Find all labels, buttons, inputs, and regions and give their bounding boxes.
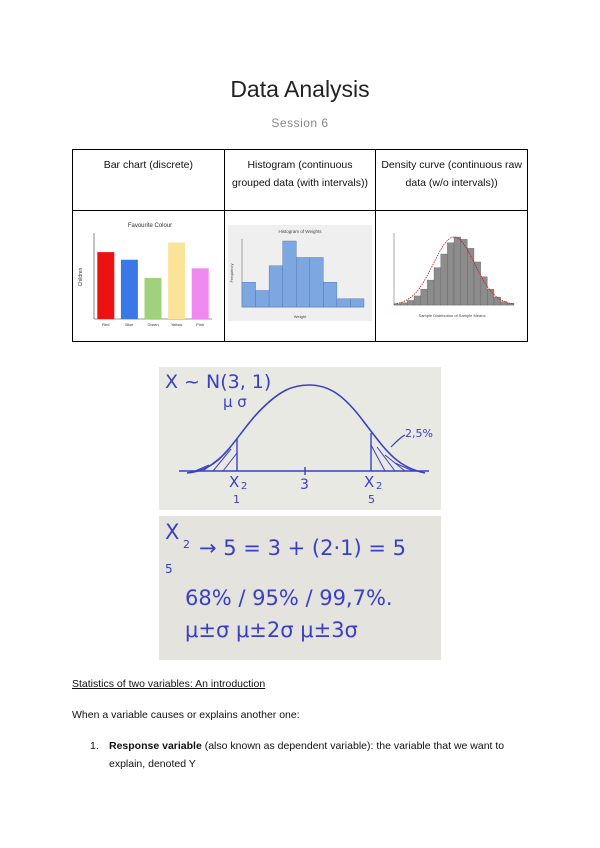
density-bar (414, 296, 421, 305)
bar (168, 243, 185, 319)
section-intro: When a variable causes or explains another one: (72, 709, 300, 721)
right-x-label: X (364, 473, 375, 491)
density-chart (380, 225, 524, 321)
percent-pointer (391, 435, 405, 447)
bar-chart-title: Favourite Colour (128, 223, 173, 229)
chart-types-table (72, 149, 528, 342)
header-histogram: Histogram (continuous grouped data (with intervals)) (224, 150, 376, 211)
hist-bar (283, 241, 297, 307)
page-title: Data Analysis (230, 76, 370, 102)
mean-label: 3 (300, 477, 309, 493)
list-item-term: Response variable (109, 740, 202, 752)
hist-bar (337, 299, 351, 307)
section-title: Statistics of two variables: An introduction (72, 678, 266, 690)
header-bar-chart: Bar chart (discrete) (73, 150, 225, 211)
table-header-row (73, 150, 528, 211)
density-bar (420, 289, 427, 305)
right-x-subscript: 5 (368, 493, 375, 506)
x-superscript: 2 (183, 538, 190, 551)
bar (98, 252, 115, 319)
list-item-definition: (also known as dependent variable): the variable that we want to explain, denoted Y (109, 740, 505, 770)
density-bar (427, 280, 434, 305)
density-xlabel: Sample Distribution of Sample Means (418, 313, 486, 318)
histogram-chart (228, 225, 372, 321)
page-subtitle: Session 6 (271, 116, 329, 130)
density-cell (376, 211, 528, 342)
histogram-xlabel: Weight (293, 314, 307, 319)
hist-bar (350, 299, 364, 307)
bar-chart-cell (73, 211, 225, 342)
histogram-cell (224, 211, 376, 342)
x-variable: X (165, 520, 180, 544)
right-x-superscript: 2 (376, 481, 383, 492)
bar-category-label: Yellow (171, 322, 183, 327)
density-bar (494, 297, 501, 305)
bar-category-label: Pink (196, 322, 205, 327)
list-item-text (109, 737, 540, 773)
left-x-subscript: 1 (233, 493, 240, 506)
left-x-superscript: 2 (241, 481, 248, 492)
handwritten-equations-photo (159, 516, 441, 660)
parameter-symbols: μ σ (223, 393, 247, 411)
tail-percent-label: 2,5% (405, 427, 433, 440)
density-bar (467, 248, 474, 305)
header-density-curve: Density curve (continuous raw data (w/o intervals)) (376, 150, 528, 211)
table-image-row (73, 211, 528, 342)
hist-bar (242, 282, 256, 307)
bar-category-label: Red (102, 322, 110, 327)
handwritten-curve-photo (159, 367, 441, 510)
percentages-line: 68% / 95% / 99,7%. (185, 586, 393, 610)
left-x-label: X (229, 473, 240, 491)
density-bar (434, 268, 441, 305)
hist-bar (256, 291, 270, 308)
bar (145, 278, 162, 319)
density-bar (447, 243, 454, 305)
hist-bar (296, 258, 310, 308)
bar (192, 268, 209, 319)
density-bar (407, 300, 414, 305)
density-bar (474, 262, 481, 305)
bar-category-label: Green (147, 322, 159, 327)
ranges-line: μ±σ μ±2σ μ±3σ (185, 618, 358, 642)
hist-bar (323, 282, 337, 307)
density-bar (440, 254, 447, 305)
bar-category-label: Blue (125, 322, 134, 327)
density-bar (400, 303, 407, 305)
histogram-ylabel: Frequency (228, 263, 234, 283)
x-subscript: 5 (165, 562, 173, 576)
density-bar (454, 237, 461, 305)
distribution-notation: X ~ N(3, 1) (165, 371, 272, 393)
bar-chart-ylabel: Children (78, 267, 85, 287)
density-bar (507, 303, 514, 305)
bar-chart (76, 215, 220, 331)
hist-bar (269, 266, 283, 307)
equation-line: → 5 = 3 + (2·1) = 5 (199, 536, 406, 560)
density-bar (460, 239, 467, 305)
bar (121, 260, 138, 319)
hist-bar (310, 258, 324, 308)
histogram-title: Histogram of Weights (278, 229, 322, 234)
list-item-number: 1. (90, 740, 99, 752)
list-item (90, 737, 540, 773)
left-tail-shading (195, 449, 237, 471)
